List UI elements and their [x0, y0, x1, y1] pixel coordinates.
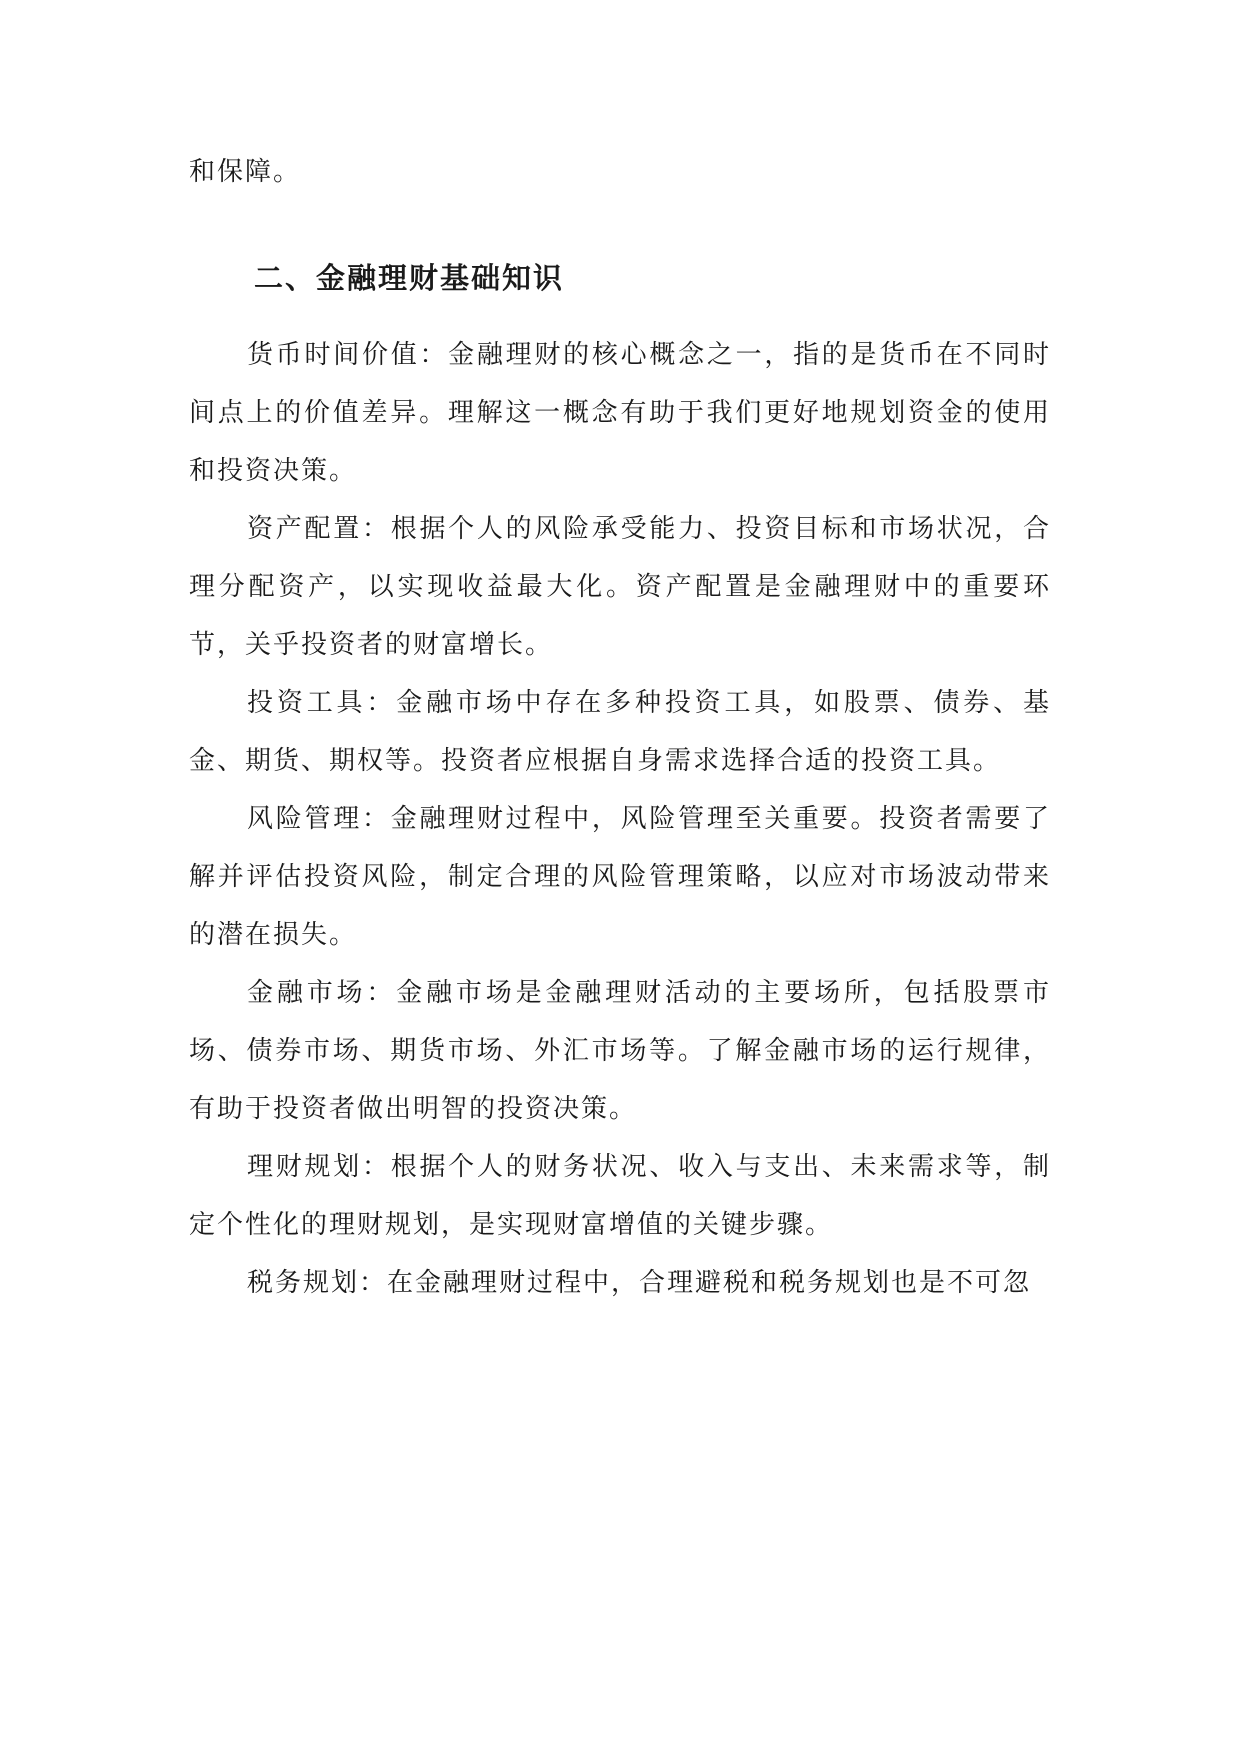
continuation-text: 和保障。 — [189, 157, 302, 187]
paragraph-financial-planning: 理财规划：根据个人的财务状况、收入与支出、未来需求等，制定个性化的理财规划，是实现财富增值的关键步骤。 — [189, 1152, 1051, 1240]
paragraph-tax-planning: 税务规划：在金融理财过程中，合理避税和税务规划也是不可忽 — [247, 1268, 1032, 1298]
paragraph-asset-allocation: 资产配置：根据个人的风险承受能力、投资目标和市场状况，合理分配资产，以实现收益最大化。资产配置是金融理财中的重要环节，关乎投资者的财富增长。 — [189, 514, 1051, 660]
paragraph-risk-management: 风险管理：金融理财过程中，风险管理至关重要。投资者需要了解并评估投资风险，制定合理的风险管理策略，以应对市场波动带来的潜在损失。 — [189, 804, 1051, 950]
section-heading: 二、金融理财基础知识 — [254, 261, 565, 295]
paragraph-financial-markets: 金融市场：金融市场是金融理财活动的主要场所，包括股票市场、债券市场、期货市场、外汇市场等。了解金融市场的运行规律，有助于投资者做出明智的投资决策。 — [189, 978, 1051, 1124]
paragraph-time-value: 货币时间价值：金融理财的核心概念之一，指的是货币在不同时间点上的价值差异。理解这一概念有助于我们更好地规划资金的使用和投资决策。 — [189, 340, 1051, 486]
paragraph-investment-tools: 投资工具：金融市场中存在多种投资工具，如股票、债券、基金、期货、期权等。投资者应根据自身需求选择合适的投资工具。 — [189, 688, 1051, 776]
